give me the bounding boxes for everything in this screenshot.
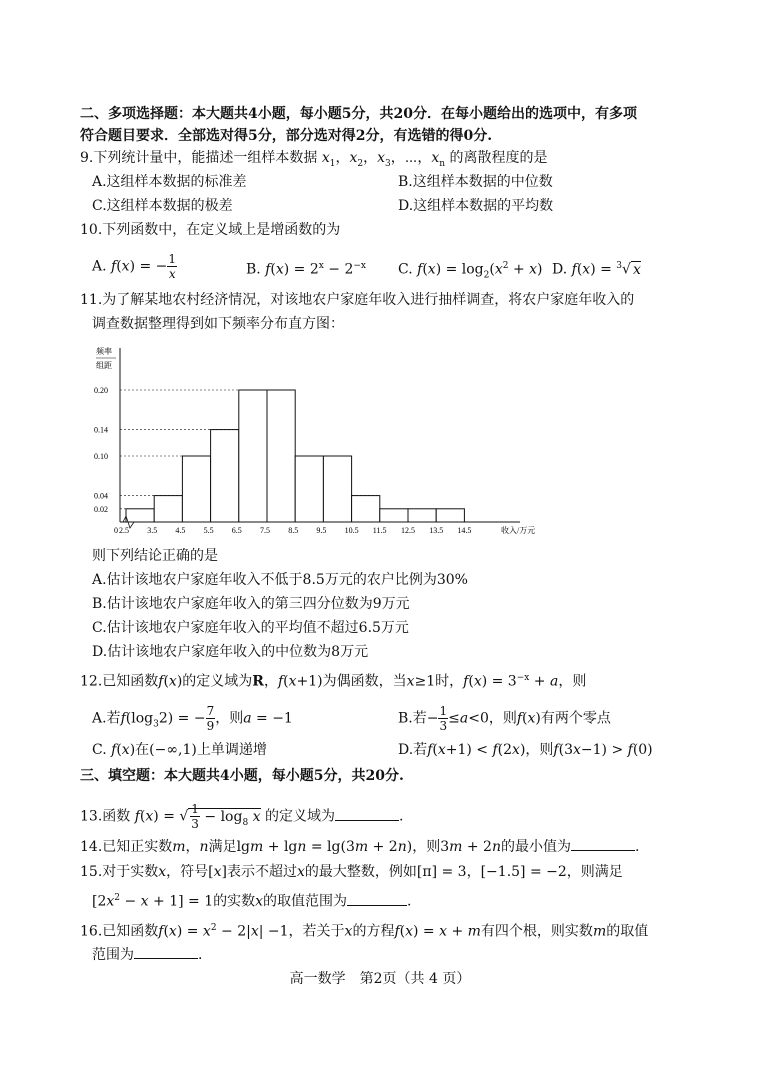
origin-label: 0 — [114, 526, 118, 535]
frequency-histogram — [90, 340, 536, 540]
x-axis-label: 收入/万元 — [501, 526, 536, 535]
q16-stem-line1: 16.已知函数$f(x) = x^2 - 2|x| -1$，若关于x的方程f(x) = x + m有四个根，则实数m的取值 — [80, 923, 649, 940]
x-tick-label: 14.5 — [457, 526, 472, 535]
q10-stem: 10.下列函数中，在定义域上是增函数的为 — [80, 222, 341, 238]
q11-option-d: D.估计该地农户家庭年收入的中位数为8万元 — [92, 644, 369, 660]
q12-option-c: C. f(x)在(−∞,1)上单调递增 — [92, 742, 267, 758]
y-tick-label: 0.02 — [94, 504, 108, 514]
x-tick-label: 3.5 — [147, 526, 158, 535]
q11-option-c: C.估计该地农户家庭年收入的平均值不超过6.5万元 — [92, 620, 409, 636]
histogram-bar — [436, 509, 464, 522]
histogram-bar — [408, 509, 436, 522]
histogram-bar — [211, 430, 239, 522]
q13-stem: 13.函数 f(x) = √ $\frac{1}{3}$ − $\log_8 x$ 的定义域为 . — [80, 802, 404, 831]
q11-stem-line2: 调查数据整理得到如下频率分布直方图： — [92, 316, 344, 332]
q10-option-c: C. $f(x) = \log_2(x^2 + x)$ — [398, 261, 543, 281]
q12-option-b: B.若− $\frac{1}{3}$ ≤a<0，则f(x)有两个零点 — [398, 704, 611, 733]
q16-answer-blank[interactable] — [134, 944, 198, 959]
q15-stem-line1: 15.对于实数x，符号[x]表示不超过x的最大整数，例如[π] = 3，[−1.5] = −2，则满足 — [80, 864, 623, 880]
q12-option-d: D.若f(x+1) < f(2x)，则f(3x−1) > f(0) — [398, 742, 653, 758]
x-tick-label: 6.5 — [231, 526, 242, 535]
q9-option-d: D.这组样本数据的平均数 — [398, 198, 554, 214]
x-tick-label: 7.5 — [260, 526, 270, 535]
histogram-bar — [323, 456, 351, 522]
q13-answer-blank[interactable] — [335, 806, 399, 821]
histogram-bar — [126, 509, 154, 522]
x-tick-label: 2.5 — [119, 526, 129, 535]
page-footer: 高一数学 第2页（共 4 页） — [289, 971, 471, 987]
section2-heading-line1: 二、多项选择题：本大题共4小题，每小题5分，共20分．在每小题给出的选项中，有多项 — [80, 106, 637, 122]
x-tick-label: 10.5 — [344, 526, 359, 535]
q9-option-a: A.这组样本数据的标准差 — [92, 174, 247, 190]
q9-option-b: B.这组样本数据的中位数 — [398, 174, 553, 190]
histogram-bar — [380, 509, 408, 522]
section2-heading-line2: 符合题目要求．全部选对得5分，部分选对得2分，有选错的得0分. — [80, 128, 493, 144]
q12-option-a: A.若$f(\log_32)$ = − $\frac{7}{9}$ ，则a = −1 — [92, 704, 293, 733]
x-tick-label: 13.5 — [429, 526, 444, 535]
histogram-bar — [295, 456, 323, 522]
q11-option-a: A.估计该地农户家庭年收入不低于8.5万元的农户比例为30% — [92, 572, 468, 588]
q11-option-b: B.估计该地农户家庭年收入的第三四分位数为9万元 — [92, 596, 410, 612]
q9-option-c: C.这组样本数据的极差 — [92, 198, 233, 214]
histogram-bar — [239, 390, 267, 522]
x-tick-label: 9.5 — [316, 526, 327, 535]
q16-stem-line2: 范围为 . — [92, 944, 202, 965]
q10-option-a: A. f(x) = − $\frac{1}{x}$ — [92, 252, 177, 281]
q14-stem: 14.已知正实数m，n满足lgm + lgn = lg(3m + 2n)，则3m + 2n的最小值为 . — [80, 836, 639, 857]
histogram-bar — [182, 456, 210, 522]
histogram-bar — [267, 390, 295, 522]
x-tick-label: 8.5 — [288, 526, 299, 535]
q11-stem-line1: 11.为了解某地农村经济情况，对该地农户家庭年收入进行抽样调查，将农户家庭年收入的 — [80, 292, 635, 308]
q11-prompt: 则下列结论正确的是 — [92, 548, 218, 564]
section3-heading: 三、填空题：本大题共4小题，每小题5分，共20分. — [80, 768, 404, 784]
histogram-bar — [352, 496, 380, 522]
y-tick-label: 0.14 — [94, 425, 108, 435]
y-tick-label: 0.20 — [94, 386, 108, 395]
y-tick-label: 0.04 — [94, 491, 108, 501]
q10-option-b: B. $f(x) = 2^x - 2^{-x}$ — [246, 261, 367, 278]
q15-stem-line2: $[2x^2 - x + 1] = 1$的实数x的取值范围为 . — [92, 888, 411, 912]
x-tick-label: 12.5 — [401, 526, 415, 535]
q10-option-d: D. f(x) = $^3$√ x — [552, 261, 641, 278]
x-tick-label: 4.5 — [175, 526, 186, 535]
x-tick-label: 5.5 — [203, 526, 214, 535]
histogram-bar — [154, 496, 182, 522]
q9-stem: 9.下列统计量中，能描述一组样本数据 $x_1$，$x_2$，$x_3$，⋯，$x_n$ 的离散程度的是 — [80, 150, 548, 169]
x-tick-label: 11.5 — [372, 526, 387, 535]
y-tick-label: 0.10 — [94, 452, 108, 461]
q14-answer-blank[interactable] — [571, 836, 635, 851]
q15-answer-blank[interactable] — [347, 891, 407, 906]
q12-stem: 12.已知函数f(x)的定义域为R，f(x+1)为偶函数，当x≥1时，$f(x) = 3^{-x} + a$，则 — [80, 673, 587, 690]
y-label-denominator: 组距 — [96, 361, 112, 370]
y-label-numerator: 频率 — [96, 347, 112, 356]
